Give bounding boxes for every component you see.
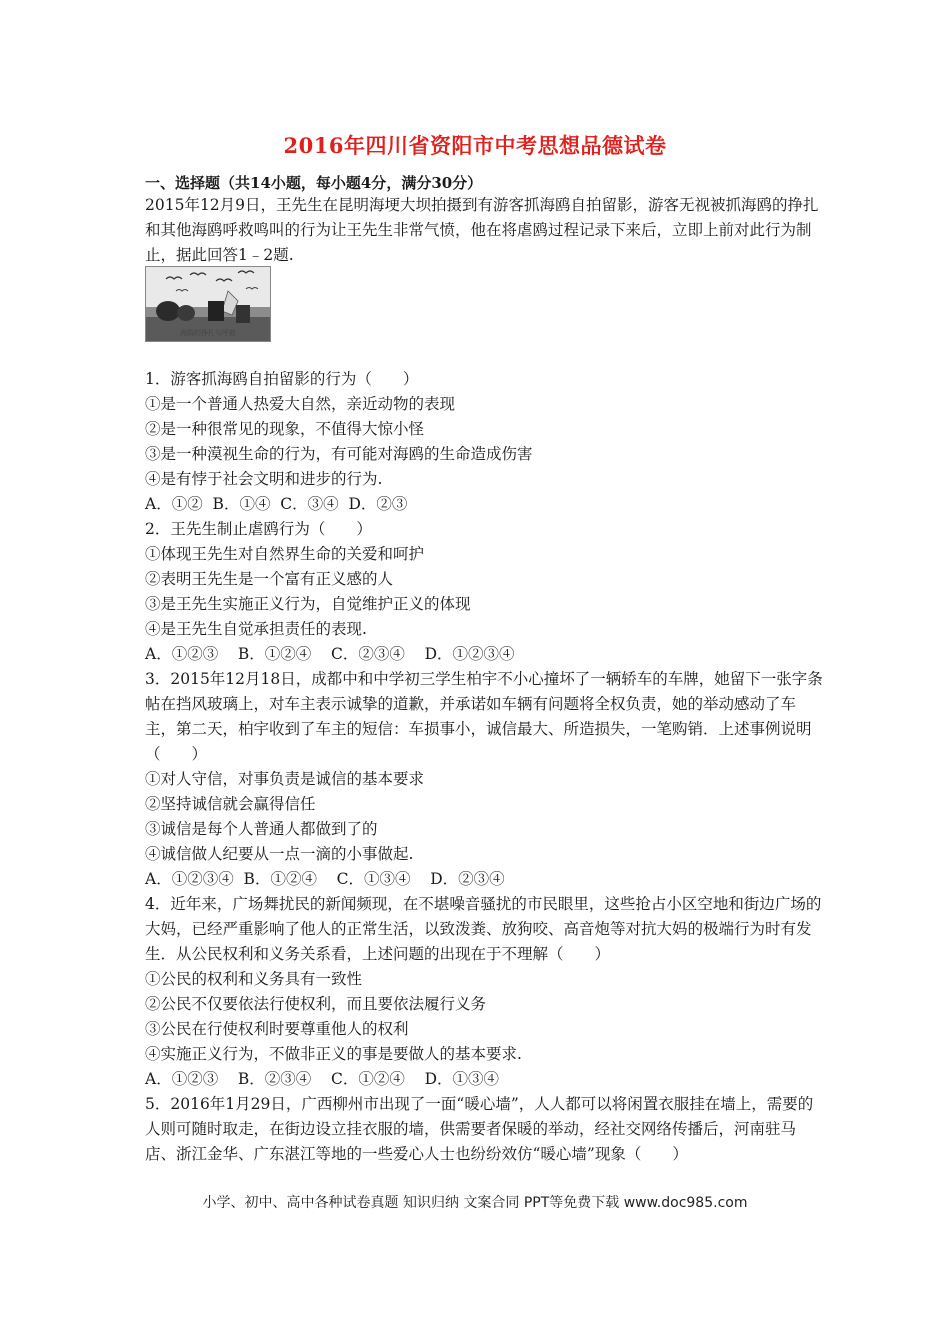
question-2-option-2: ②表明王先生是一个富有正义感的人: [145, 570, 394, 588]
question-4-answers: A．①②③ B．②③④ C．①②④ D．①③④: [145, 1070, 499, 1088]
question-3-option-2: ②坚持诚信就会赢得信任: [145, 795, 316, 813]
question-3-option-4: ④诚信做人纪要从一点一滴的小事做起.: [145, 845, 414, 863]
question-1-answers: A．①② B．①④ C．③④ D．②③: [145, 495, 408, 513]
question-2-answers: A．①②③ B．①②④ C．②③④ D．①②③④: [145, 645, 515, 663]
question-2-option-4: ④是王先生自觉承担责任的表现.: [145, 620, 367, 638]
intro-paragraph: 2015年12月9日，王先生在昆明海埂大坝拍摄到有游客抓海鸥自拍留影，游客无视被抓海鸥的挣扎和其他海鸥呼救鸣叫的行为让王先生非常气愤，他在将虐鸥过程记录下来后，立即上前对此行为制止，据此回答1﹣2题.: [145, 196, 819, 264]
question-4-stem: 4．近年来，广场舞扰民的新闻频现，在不堪噪音骚扰的市民眼里，这些抢占小区空地和街边广场的大妈，已经严重影响了他人的正常生活，以致泼粪、放狗咬、高音炮等对抗大妈的极端行为时有发生．从公民权利和义务关系看，上述问题的出现在于不理解（ ）: [145, 895, 822, 963]
exam-title: 2016年四川省资阳市中考思想品德试卷: [283, 133, 667, 158]
question-3-option-3: ③诚信是每个人普通人都做到了的: [145, 820, 378, 838]
question-1-option-3: ③是一种漠视生命的行为，有可能对海鸥的生命造成伤害: [145, 445, 533, 463]
photo-caption: 海鸥的挣扎与呼救: [180, 329, 236, 337]
question-4-option-1: ①公民的权利和义务具有一致性: [145, 970, 363, 988]
question-3-stem: 3．2015年12月18日，成都中和中学初三学生柏宇不小心撞坏了一辆轿车的车牌，她留下一张字条帖在挡风玻璃上，对车主表示诚挚的道歉，并承诺如车辆有问题将全权负责，她的举动感动了车主，第二天，柏宇收到了车主的短信：车损事小，诚信最大、所造损失，一笔购销．上述事例说明（ ）: [145, 670, 823, 763]
seagull-photo: [145, 266, 271, 342]
question-2-option-3: ③是王先生实施正义行为，自觉维护正义的体现: [145, 595, 471, 613]
question-2-stem: 2．王先生制止虐鸥行为（ ）: [145, 520, 372, 538]
section-heading: 一、选择题（共14小题，每小题4分，满分30分）: [145, 174, 483, 192]
question-3-option-1: ①对人守信，对事负责是诚信的基本要求: [145, 770, 425, 788]
question-2-option-1: ①体现王先生对自然界生命的关爱和呵护: [145, 545, 425, 563]
footer-download-note[interactable]: 小学、初中、高中各种试卷真题 知识归纳 文案合同 PPT等免费下载 www.doc985.com: [202, 1195, 748, 1211]
question-1-option-4: ④是有悖于社会文明和进步的行为.: [145, 470, 383, 488]
question-1-option-1: ①是一个普通人热爱大自然，亲近动物的表现: [145, 395, 456, 413]
questions-block: [145, 367, 825, 1167]
question-4-option-3: ③公民在行使权利时要尊重他人的权利: [145, 1020, 409, 1038]
question-4-option-2: ②公民不仅要依法行使权利，而且要依法履行义务: [145, 995, 487, 1013]
question-1-stem: 1．游客抓海鸥自拍留影的行为（ ）: [145, 370, 419, 388]
question-1-option-2: ②是一种很常见的现象，不值得大惊小怪: [145, 420, 425, 438]
question-3-answers: A．①②③④ B．①②④ C．①③④ D．②③④: [145, 870, 505, 888]
question-4-option-4: ④实施正义行为，不做非正义的事是要做人的基本要求.: [145, 1045, 522, 1063]
question-5-stem: 5．2016年1月29日，广西柳州市出现了一面“暖心墙”，人人都可以将闲置衣服挂在墙上，需要的人则可随时取走，在街边设立挂衣服的墙，供需要者保暖的举动，经社交网络传播后，河南驻马店、浙江金华、广东湛江等地的一些爱心人士也纷纷效仿“暖心墙”现象（ ）: [145, 1095, 814, 1163]
